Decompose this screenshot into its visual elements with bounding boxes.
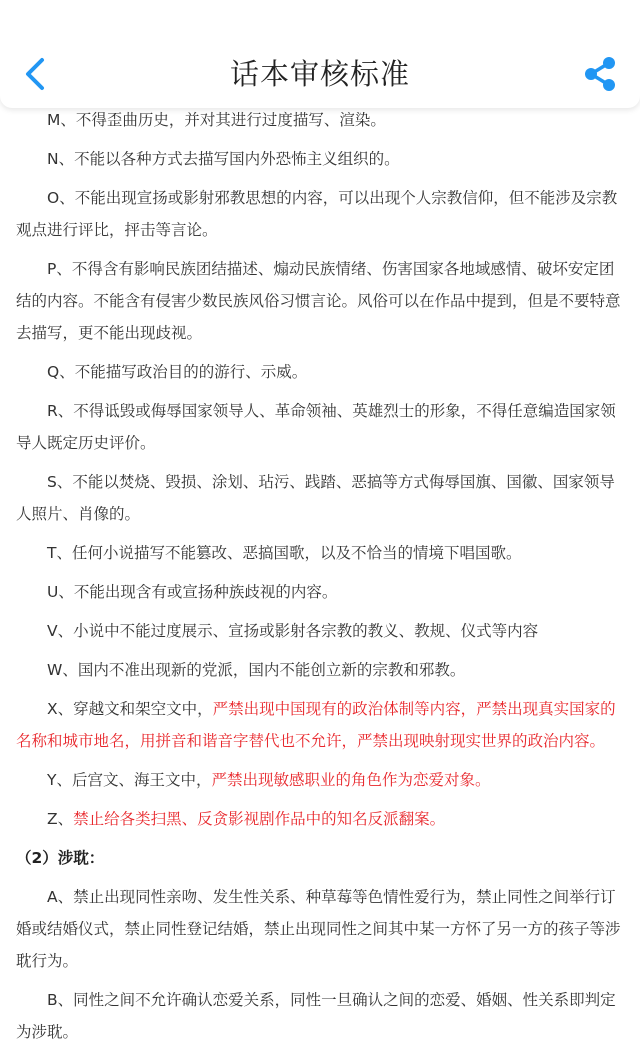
rule-z-prefix: Z、 <box>47 810 74 828</box>
rule-p: P、不得含有影响民族团结描述、煽动民族情绪、伤害国家各地域感情、破坏安定团结的内容。不能含有侵害少数民族风俗习惯言论。风俗可以在作品中提到，但是不要特意去描写，更不能出现歧视。 <box>16 260 621 342</box>
article-content <box>16 104 626 1055</box>
page-title: 话本审核标准 <box>229 57 410 91</box>
app-header <box>0 0 640 108</box>
share-button[interactable] <box>582 56 618 92</box>
rule-s: S、不能以焚烧、毁损、涂划、玷污、践踏、恶搞等方式侮辱国旗、国徽、国家领导人照片、肖像的。 <box>16 473 615 523</box>
rule-z <box>16 803 626 835</box>
rule-z-highlight: 禁止给各类扫黑、反贪影视剧作品中的知名反派翻案。 <box>73 810 446 828</box>
rule-t: T、任何小说描写不能篡改、恶搞国歌，以及不恰当的情境下唱国歌。 <box>47 544 522 562</box>
rule-x-prefix: X、穿越文和架空文中， <box>47 700 213 718</box>
rule-o: O、不能出现宣扬或影射邪教思想的内容，可以出现个人宗教信仰，但不能涉及宗教观点进行评比，抨击等言论。 <box>16 189 618 239</box>
rule-y-prefix: Y、后宫文、海王文中， <box>47 771 212 789</box>
rule-y-highlight: 严禁出现敏感职业的角色作为恋爱对象。 <box>211 771 491 789</box>
rule-y <box>16 764 626 796</box>
rule-m: M、不得歪曲历史，并对其进行过度描写、渲染。 <box>47 111 386 129</box>
section-heading: （2）涉耽： <box>16 849 105 867</box>
share-icon <box>582 56 618 92</box>
rule-w: W、国内不准出现新的党派，国内不能创立新的宗教和邪教。 <box>47 661 466 679</box>
rule-q: Q、不能描写政治目的的游行、示威。 <box>47 363 308 381</box>
rule-b: B、同性之间不允许确认恋爱关系，同性一旦确认之间的恋爱、婚姻、性关系即判定为涉耽。 <box>16 991 616 1041</box>
rule-x <box>16 693 626 757</box>
rule-v: V、小说中不能过度展示、宣扬或影射各宗教的教义、教规、仪式等内容 <box>47 622 539 640</box>
rule-a: A、禁止出现同性亲吻、发生性关系、种草莓等色情性爱行为，禁止同性之间举行订婚或结婚仪式，禁止同性登记结婚，禁止出现同性之间其中某一方怀了另一方的孩子等涉耽行为。 <box>16 888 621 970</box>
rule-u: U、不能出现含有或宣扬种族歧视的内容。 <box>47 583 338 601</box>
rule-n: N、不能以各种方式去描写国内外恐怖主义组织的。 <box>47 150 400 168</box>
rule-x-highlight: 严禁出现中国现有的政治体制等内容，严禁出现真实国家的名称和城市地名，用拼音和谐音字替代也不允许，严禁出现映射现实世界的政治内容。 <box>16 700 616 750</box>
rule-r: R、不得诋毁或侮辱国家领导人、革命领袖、英雄烈士的形象，不得任意编造国家领导人既定历史评价。 <box>16 402 616 452</box>
